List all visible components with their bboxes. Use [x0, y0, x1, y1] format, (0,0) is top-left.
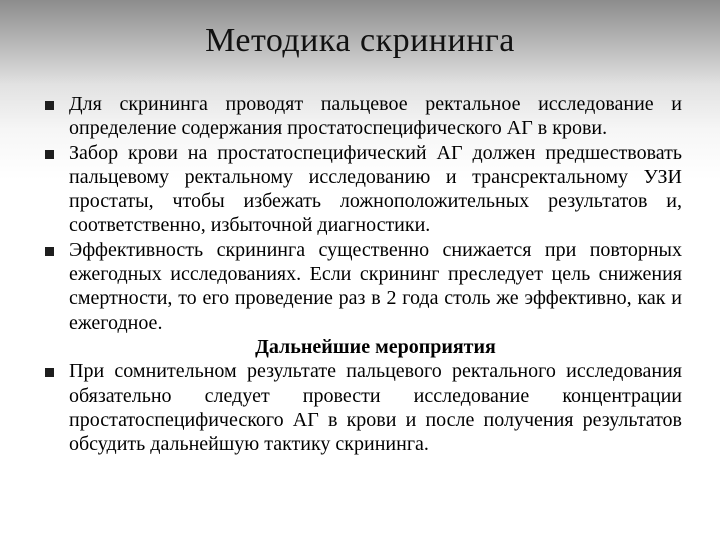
slide-title: Методика скрининга	[205, 22, 515, 59]
bullet-item	[40, 141, 682, 238]
bullet-text: При сомнительном результате пальцевого ректального исследования обязательно следует провести исследование концентрации простатоспецифического АГ в крови и после получения результатов обсудить дальнейшую тактику скрининга.	[69, 360, 682, 456]
bullet-text: Забор крови на простатоспецифический АГ должен предшествовать пальцевому ректальному исследованию и трансректальному УЗИ простаты, чтобы избежать ложноположительных результатов и, соответственно, избыточной диагностики.	[69, 141, 682, 237]
bullet-item	[40, 238, 682, 335]
square-bullet-icon	[45, 101, 54, 110]
square-bullet-icon	[45, 247, 54, 256]
square-bullet-icon	[45, 368, 54, 377]
bullet-item	[40, 359, 682, 456]
bullet-item	[40, 92, 682, 141]
bullet-text: Для скрининга проводят пальцевое ректальное исследование и определение содержания простатоспецифического АГ в крови.	[69, 93, 682, 140]
bullet-text: Эффективность скрининга существенно снижается при повторных ежегодных исследованиях. Если скрининг преследует цель снижения смертности, то его проведение раз в 2 года столь же эффективно, как и ежегодное.	[69, 238, 682, 334]
subheading: Дальнейшие мероприятия	[255, 335, 496, 358]
slide-content	[40, 92, 682, 456]
square-bullet-icon	[45, 150, 54, 159]
